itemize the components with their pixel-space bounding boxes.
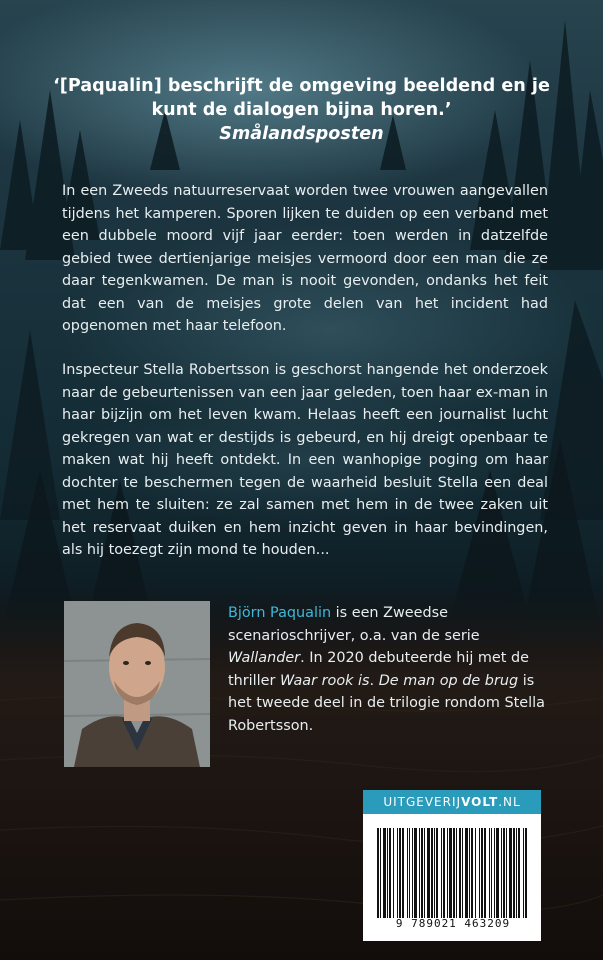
isbn-number: 9 789021 463209 [395,917,511,930]
barcode-bar [431,828,433,918]
barcode-bar [434,828,435,918]
barcode-bar [393,828,394,918]
barcode-bar [518,828,520,918]
barcode-bar [465,828,468,918]
bio-text-4: is het tweede deel in de trilogie rondom Stella Robertsson. [228,672,545,734]
publisher-suffix: .NL [498,795,521,809]
barcode-bar [462,828,463,918]
publisher-prefix: UITGEVERIJ [383,795,462,809]
barcode-bar [412,828,413,918]
barcode-bar [383,828,386,918]
barcode-bar [399,828,401,918]
barcode-bar [397,828,398,918]
barcode-bar [389,828,391,918]
barcode-bar [419,828,420,918]
barcode-bar [380,828,381,918]
blurb-paragraph-1: In een Zweeds natuurreservaat worden twee vrouwen aangevallen tijdens het kamperen. Sporen lijken te duiden op een verband met een dubbele moord vijf jaar eerder: toen werden in datzelfde gebied twee dertienjarige meisjes vermoord door een man die ze daar tegenkwamen. De man is nooit gevonden, ondanks het feit dat een van de meisjes grote delen van het incident had opgenomen met haar telefoon. [62,183,548,334]
barcode-bar [523,828,524,918]
barcode-bar [496,828,499,918]
barcode [363,814,541,941]
barcode-bar [513,828,515,918]
author-bio [228,602,548,737]
barcode-bar [481,828,483,918]
barcode-bar [407,828,408,918]
barcode-bar [491,828,492,918]
barcode-bar [506,828,507,918]
barcode-bar [525,828,527,918]
barcode-bar [421,828,423,918]
barcode-bar [469,828,470,918]
barcode-bar [503,828,505,918]
bio-debut-title: Waar rook is [280,672,370,689]
barcode-bar [471,828,473,918]
bio-text-1: is een Zweedse scenarioschrijver, o.a. van de serie [228,605,480,644]
barcode-bar [489,828,490,918]
barcode-bar [424,828,425,918]
blurb-paragraph-2: Inspecteur Stella Robertsson is geschorst hangende het onderzoek naar de gebeurtenissen van een jaar geleden, toen haar ex-man in haar bijzijn om het leven kwam. Helaas heeft een journalist lucht gekregen van wat er destijds is gebeurd, en hij dreigt openbaar te maken wat hij heeft ontdekt. In een wanhopige poging om haar dochter te beschermen tegen de waarheid besluit Stella een deal met hem te sluiten: ze zal samen met hem in de twee zaken uit het reservaat duiken en hem inzicht geven in haar bevindingen, als hij toezegt zijn mond te houden... [62,362,548,558]
barcode-bar [509,828,512,918]
barcode-bar [456,828,457,918]
review-quote [40,74,563,146]
barcode-bar [447,828,448,918]
barcode-bar [387,828,388,918]
bio-text-3: . [369,672,379,689]
barcode-bar [484,828,486,918]
author-name: Björn Paqualin [228,605,332,621]
barcode-bar [501,828,502,918]
bio-text-2: . In 2020 debuteerde hij met de thriller [228,650,529,689]
barcode-bar [453,828,455,918]
quote-text: ‘[Paqualin] beschrijft de omgeving beeldend en je kunt de dialogen bijna horen.’ [53,76,550,120]
barcode-bar [414,828,417,918]
bio-book-title: De man op de brug [378,672,519,689]
author-photo [64,601,210,767]
barcode-bar [409,828,410,918]
barcode-bar [459,828,461,918]
bio-series: Wallander [228,650,301,666]
barcode-bar [443,828,445,918]
publisher-url [363,790,541,814]
barcode-bar [377,828,379,918]
barcode-bar [494,828,495,918]
publisher-brand: VOLT [461,795,499,809]
barcode-bar [427,828,430,918]
barcode-bar [441,828,442,918]
barcode-bar [436,828,438,918]
barcode-bar [449,828,452,918]
barcode-bar [402,828,404,918]
barcode-bar [479,828,480,918]
barcode-bars [377,828,529,918]
quote-source: Smålandsposten [219,124,384,144]
barcode-bar [516,828,517,918]
barcode-bar [475,828,476,918]
